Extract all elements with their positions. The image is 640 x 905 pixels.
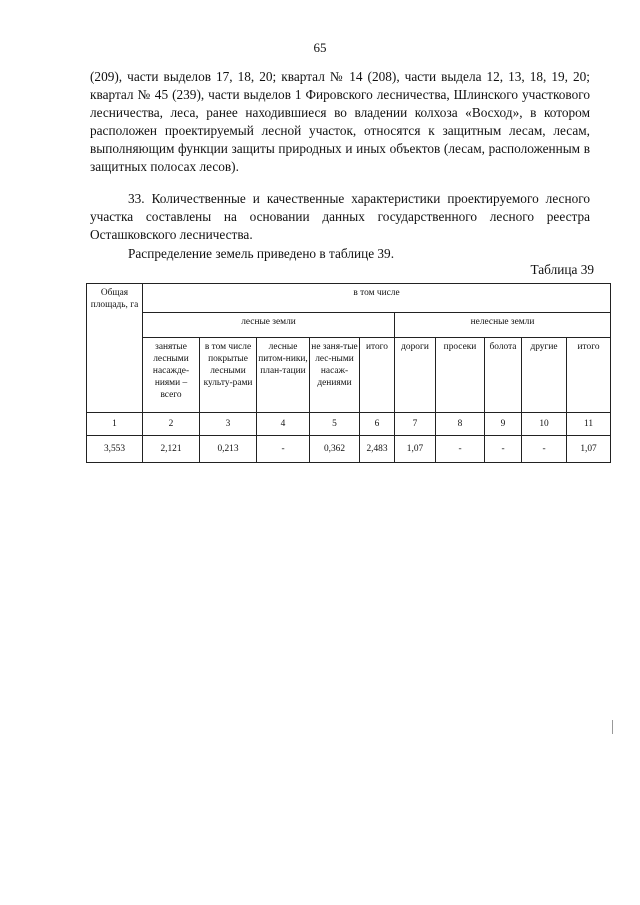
column-header: лесные питом-ники, план-тации <box>257 338 310 413</box>
column-header: итого <box>360 338 395 413</box>
column-number: 11 <box>567 413 611 436</box>
land-distribution-table <box>86 283 611 463</box>
value-cell: 0,213 <box>200 436 257 463</box>
value-cell: 2,483 <box>360 436 395 463</box>
value-cell: 3,553 <box>87 436 143 463</box>
column-number: 3 <box>200 413 257 436</box>
column-number: 1 <box>87 413 143 436</box>
value-cell: 1,07 <box>395 436 436 463</box>
value-cell: 2,121 <box>143 436 200 463</box>
value-cell: 1,07 <box>567 436 611 463</box>
column-number: 4 <box>257 413 310 436</box>
scan-mark <box>612 720 613 734</box>
value-cell: 0,362 <box>310 436 360 463</box>
paragraph-item-33: 33. Количественные и качественные характеристики проектируемого лесного участка составлены на основании данных государственного лесного реестра Осташковского лесничества. <box>90 191 590 242</box>
total-area-header: Общая площадь, га <box>87 284 143 413</box>
column-header: дороги <box>395 338 436 413</box>
page-number: 65 <box>313 40 327 55</box>
column-header: не заня-тые лес-ными насаж-дениями <box>310 338 360 413</box>
column-number: 9 <box>485 413 522 436</box>
column-header: болота <box>485 338 522 413</box>
table-row <box>87 436 611 463</box>
column-header: в том числе покрытые лесными культу-рами <box>200 338 257 413</box>
table-caption: Таблица 39 <box>530 262 594 277</box>
column-header: занятые лесными насажде-ниями – всего <box>143 338 200 413</box>
value-cell: - <box>485 436 522 463</box>
column-header: другие <box>522 338 567 413</box>
value-cell: - <box>522 436 567 463</box>
paragraph-forest-description: (209), части выделов 17, 18, 20; квартал № 14 (208), части выдела 12, 13, 18, 19, 20; квартал № 45 (239), части выделов 1 Фировского лесничества, Шлинского участкового лесничества, леса, ранее находившиеся во владении колхоза «Восход», в котором расположен проектируемый лесной участок, относятся к защитным лесам, лесам, выполняющим функции защиты природных и иных объектов (лесам, расположенным в защитных полосах лесов). <box>90 69 590 174</box>
column-header: просеки <box>436 338 485 413</box>
nonforest-lands-header: нелесные земли <box>395 313 611 338</box>
column-number: 8 <box>436 413 485 436</box>
column-number: 6 <box>360 413 395 436</box>
value-cell: - <box>436 436 485 463</box>
including-header: в том числе <box>143 284 611 313</box>
column-number: 2 <box>143 413 200 436</box>
column-number: 7 <box>395 413 436 436</box>
column-number: 5 <box>310 413 360 436</box>
value-cell: - <box>257 436 310 463</box>
paragraph-table-reference: Распределение земель приведено в таблице 39. <box>128 246 395 261</box>
forest-lands-header: лесные земли <box>143 313 395 338</box>
column-header: итого <box>567 338 611 413</box>
column-number: 10 <box>522 413 567 436</box>
